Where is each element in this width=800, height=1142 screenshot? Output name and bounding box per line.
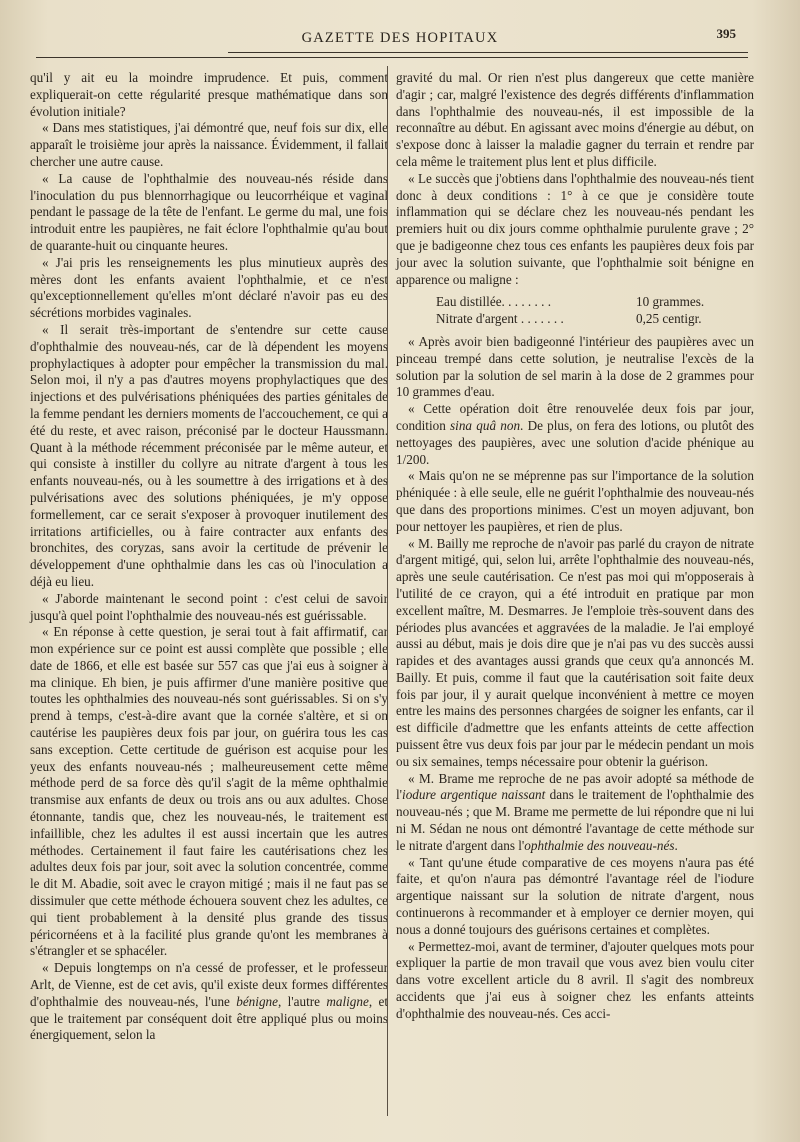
paragraph xyxy=(396,771,754,855)
left-column xyxy=(30,70,388,1044)
text-run: . xyxy=(674,837,678,853)
page-number: 395 xyxy=(716,26,736,41)
paragraph: « J'aborde maintenant le second point : c'est celui de savoir jusqu'à quel point l'ophthalmie des nouveau-nés est guérissable. xyxy=(30,590,388,623)
text-run: , et que le traitement par conséquent doit être appliqué plus ou moins énergiquement, selon la xyxy=(30,993,388,1043)
paragraph xyxy=(30,960,388,1044)
text-run: « Cette opération doit être renouvelée deux fois par jour, condition xyxy=(396,401,754,433)
paragraph: « M. Bailly me reproche de n'avoir pas parlé du crayon de nitrate d'argent mitigé, qui, selon lui, arrête l'ophthalmie des nouveau-nés, après une seule cautérisation. Ce n'est pas moi qui m'opposerais à l'utilité de ce crayon, qui a été introduit en pratique par mon excellent maître, M. Desmarres. Je l'emploie très-souvent dans des périodes plus avancées et aggravées de la maladie. Je l'ai employé aussi au début, mais je dois dire que je n'ai pas vu des succès aussi rapides et des avantages aussi grands que ceux qu'a annoncés M. Bailly. Et puis, comme il faut que la cautérisation soit faite deux fois par jour, il y aurait quelque inconvénient à mettre ce moyen entre les mains des personnes chargées de soigner les enfants, car il est difficile d'admettre que les enfants atteints de cette affection puissent être vus deux fois par jour par le médecin pendant un mois ou six semaines, temps nécessaire pour obtenir la guérison. xyxy=(396,535,754,769)
text-run: . De plus, on fera des lotions, ou plutôt des nettoyages des paupières, avec une solution d'acide phénique au 1/200. xyxy=(396,417,755,467)
header-rule-bottom xyxy=(36,57,748,58)
text-run: dans le traitement de l'ophthalmie des nouveau-nés ; que M. Brame me permette de lui répondre que ni lui ni M. Sédan ne nous ont démontré l'avantage de cette méthode sur le nitrate d'argent dans l' xyxy=(396,787,754,853)
paragraph: « Tant qu'une étude comparative de ces moyens n'aura pas été faite, et qu'on n'aura pas démontré l'avantage réel de l'iodure argentique naissant sur la solution de nitrate d'argent, nous continuerons à recommander et à employer ce dernier moyen, qui nous a donné toujours des guérisons certaines et complètes. xyxy=(396,854,754,937)
text-run: « Depuis longtemps on n'a cessé de professer, et le professeur Arlt, de Vienne, est de cet avis, qu'il existe deux formes différentes d'ophthalmie des nouveau-nés, l'une xyxy=(30,960,388,1009)
text-run: , l'autre xyxy=(277,993,327,1009)
journal-title: GAZETTE DES HOPITAUX xyxy=(301,30,499,46)
paragraph: « Permettez-moi, avant de terminer, d'ajouter quelques mots pour expliquer la partie de mon travail que vous avez bien voulu citer dans votre excellent article du 8 avril. Il s'agit des nombreux accidents que j'ai eus à soigner chez les enfants atteints d'ophthalmie des nouveau-nés. Ces acci- xyxy=(396,938,754,1021)
italic-term: bénigne xyxy=(236,993,278,1009)
italic-term: ophthalmie des nouveau-nés xyxy=(524,837,675,853)
italic-term: iodure argentique naissant xyxy=(402,787,546,803)
paragraph: « En réponse à cette question, je serai tout à fait affirmatif, car mon expérience sur ce point est aussi complète que possible ; elle date de 1866, et elle est basée sur 557 cas que j'ai eus à soigner à ma clinique. Eh bien, je puis affirmer d'une manière positive que toutes les ophthalmies des nouveau-nés sont guérissables. Si on s'y prend à temps, c'est-à-dire avant que la cornée s'altère, et si on cautérise les paupières deux fois par jour, on guérira tous les cas sans exception. Cette certitude de guérison est acquise pour les yeux des enfants nouveau-nés ; malheureusement cette même méthode perd de sa force dès qu'il s'agit de la même ophthalmie transmise aux enfants de deux ou trois ans ou aux adultes. Chose étonnante, tandis que, chez les nouveau-nés, le traitement est infaillible, chez les adultes il est aussi incertain que les autres méthodes. Certainement il faut faire les cautérisations chez les adultes deux fois par jour, soit avec la solution concentrée, comme le dit M. Abadie, soit avec le crayon mitigé ; mais il ne faut pas se dissimuler que cette méthode échouera souvent chez les adultes, ce qui tient probablement à la densité plus grande des tissus péricornéens et à la facilité plus grande qu'ont les membranes à s'étrangler et se sphacéler. xyxy=(30,624,388,959)
paragraph: qu'il y ait eu la moindre imprudence. Et puis, comment expliquerait-on cette régularité presque mathématique dans son évolution initiale? xyxy=(30,70,388,119)
paragraph: « Le succès que j'obtiens dans l'ophthalmie des nouveau-nés tient donc à deux conditions : 1° à ce que je considère toute inflammation qui se déclare chez les nouveau-nés pendant les premiers huit ou dix jours comme ophthalmie purulente grave ; 2° que je badigeonne chez tous ces enfants les paupières deux fois par jour avec la solution suivante, que l'ophthalmie soit bénigne en apparence ou maligne : xyxy=(396,170,754,287)
formula-row xyxy=(436,294,754,311)
paragraph xyxy=(396,401,754,468)
quantity: 10 grammes. xyxy=(636,294,705,310)
paragraph: « Dans mes statistiques, j'ai démontré que, neuf fois sur dix, elle apparaît le troisième jour après la naissance. Évidemment, il fallait chercher une autre cause. xyxy=(30,120,388,169)
paragraph: « Il serait très-important de s'entendre sur cette cause d'ophthalmie des nouveau-nés, car de là dépendent les moyens prophylactiques à adopter pour empêcher la transmission du mal. Selon moi, il n'y a pas d'autres moyens prophylactiques que des injections et des pulvérisations phéniquées des parties génitales de la femme pendant les derniers moments de l'accouchement, ce qui a été du reste, et avec raison, préconisé par le docteur Haussmann. Quant à la méthode récemment préconisée par le même auteur, et qui consiste à instiller du collyre au nitrate d'argent à tous les enfants nouveau-nés, ou à les soumettre à des irrigations et à des pulvérisations avec des solutions phéniquées, je m'y oppose formellement, car ce serait s'exposer à provoquer inutilement des irritations artificielles, ou à faire contracter aux enfants des bronchites, des coryzas, sans avoir la certitude de prévenir le développement d'une ophthalmie dans les cas où l'inoculation a déjà eu lieu. xyxy=(30,321,388,589)
ingredient: Nitrate d'argent . . . . . . . xyxy=(436,311,564,327)
italic-term: sina quâ non xyxy=(450,417,521,433)
ingredient: Eau distillée. . . . . . . . xyxy=(436,294,552,310)
column-divider xyxy=(387,66,388,1116)
paragraph: « La cause de l'ophthalmie des nouveau-nés réside dans l'inoculation du pus blennorrhagique ou leucorrhéique et vaginal pendant le passage de la tête de l'enfant. Le germe du mal, une fois introduit entre les paupières, ne fait éclore l'ophthalmie qu'au bout de quarante-huit ou cinquante heures. xyxy=(30,170,388,253)
text-run: « M. Brame me reproche de ne pas avoir adopté sa méthode de l' xyxy=(396,770,754,803)
quantity: 0,25 centigr. xyxy=(636,311,702,327)
header-rule-top xyxy=(228,52,748,53)
paragraph: « Après avoir bien badigeonné l'intérieur des paupières avec un pinceau trempé dans cette solution, je neutralise l'excès de la solution par la solution de sel marin à la dose de 2 grammes pour 10 grammes d'eau. xyxy=(396,333,754,400)
paragraph: « J'ai pris les renseignements les plus minutieux auprès des mères dont les enfants avaient l'ophthalmie, et ce n'est qu'exceptionnellement qu'elles m'ont déclaré n'avoir pas eu des sécrétions morbides vaginales. xyxy=(30,254,388,321)
paragraph: gravité du mal. Or rien n'est plus dangereux que cette manière d'agir ; car, malgré l'existence des degrés différents d'inflammation dans l'ophthalmie des nouveau-nés, il est impossible de la reconnaître au début. En agissant avec moins d'énergie au début, on s'expose donc à laisser la maladie gagner du terrain et rendre par cela même le traitement plus lent et plus difficile. xyxy=(396,70,754,169)
page-header xyxy=(0,26,800,46)
italic-term: maligne xyxy=(326,993,369,1009)
formula-table xyxy=(436,294,754,328)
right-column xyxy=(396,70,754,1023)
paragraph: « Mais qu'on ne se méprenne pas sur l'importance de la solution phéniquée : à elle seule, elle ne guérit l'ophthalmie des nouveau-nés que dans des proportions minimes. C'est un moyen adjuvant, bon pour nettoyer les paupières, et rien de plus. xyxy=(396,468,754,534)
formula-row xyxy=(436,311,754,328)
